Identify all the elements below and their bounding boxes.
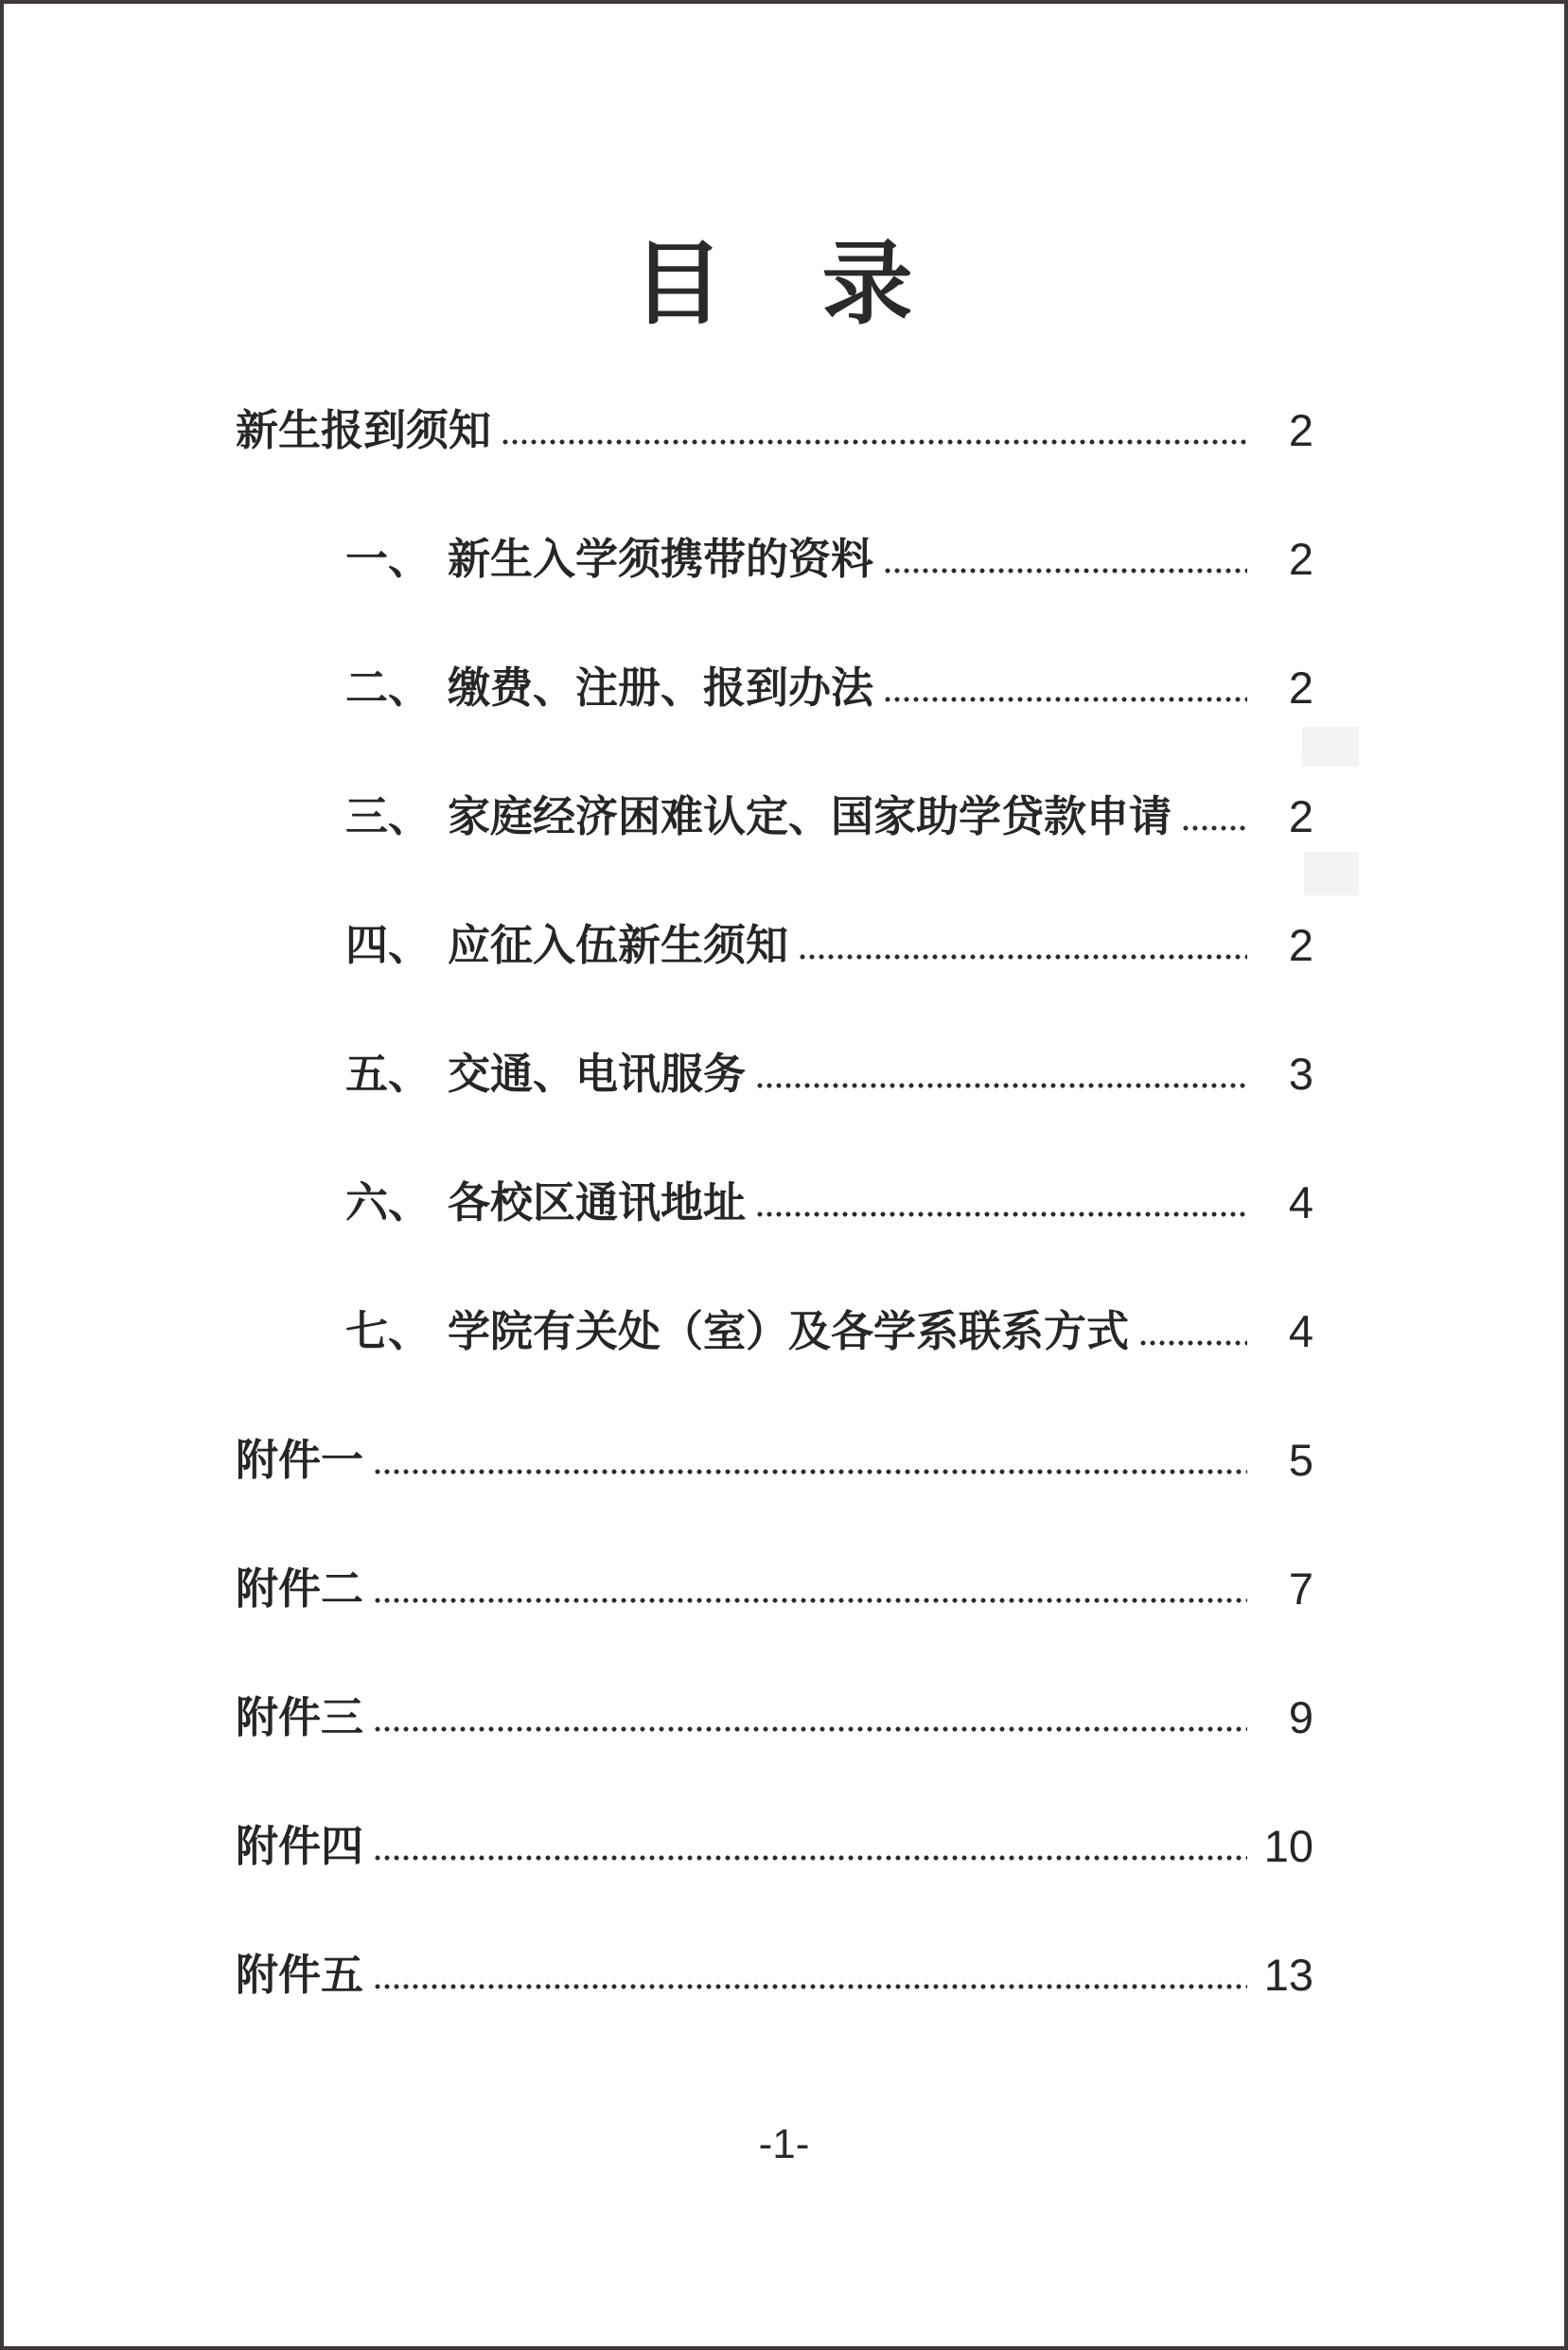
toc-entry-page: 13 [1263, 1949, 1313, 2000]
toc-entry [236, 533, 1313, 584]
toc-entry-label: 家庭经济困难认定、国家助学贷款申请 [448, 791, 1172, 840]
toc-entry [236, 790, 1313, 841]
dot-leader [1181, 824, 1247, 832]
toc-entry-label: 学院有关处（室）及各学系联系方式 [448, 1306, 1130, 1355]
toc-entry [236, 1691, 1313, 1742]
toc-entry-number: 二、 [345, 663, 432, 712]
toc-entry-number: 四、 [345, 920, 432, 969]
toc-entry-page: 2 [1288, 662, 1313, 713]
toc-entry-number: 一、 [345, 534, 432, 583]
toc-entry-label: 交通、电讯服务 [448, 1049, 747, 1098]
toc-entry-label: 新生报到须知 [236, 405, 492, 454]
toc-entry-page: 10 [1263, 1820, 1313, 1871]
toc-entry [236, 1434, 1313, 1485]
toc-entry-page: 2 [1288, 533, 1313, 584]
dot-leader [883, 696, 1247, 703]
dot-leader [883, 567, 1247, 574]
toc-entry-label: 应征入伍新生须知 [448, 920, 789, 969]
toc-entry [236, 1048, 1313, 1099]
toc-entry-number: 六、 [345, 1177, 432, 1227]
dot-leader [1138, 1339, 1247, 1347]
page-body [4, 4, 1564, 1999]
toc-entry-page: 2 [1288, 404, 1313, 455]
dot-leader [373, 1725, 1247, 1733]
dot-leader [373, 1854, 1247, 1862]
toc-entry [236, 919, 1313, 970]
dot-leader [373, 1468, 1247, 1475]
toc-entry [236, 1305, 1313, 1356]
toc-entry-page: 5 [1288, 1434, 1313, 1485]
dot-leader [501, 438, 1247, 446]
toc-entry-label: 附件二 [236, 1564, 364, 1613]
toc-entry-label: 附件四 [236, 1821, 364, 1870]
toc-entry [236, 404, 1313, 455]
dot-leader [798, 953, 1247, 961]
toc-entry-label: 附件三 [236, 1692, 364, 1741]
toc-entry [236, 1949, 1313, 2000]
toc-entry-label: 各校区通讯地址 [448, 1177, 747, 1227]
toc-entry-page: 4 [1288, 1176, 1313, 1228]
page-title: 目 录 [632, 234, 917, 335]
scan-artifact [1302, 727, 1359, 767]
dot-leader [373, 1983, 1247, 1990]
toc-entry-label: 缴费、注册、报到办法 [448, 663, 874, 712]
toc-entry [236, 1176, 1313, 1228]
toc-entry-number: 五、 [345, 1049, 432, 1098]
toc-entry-label: 新生入学须携带的资料 [448, 534, 874, 583]
toc-entry-label: 附件五 [236, 1950, 364, 1999]
page-number-footer: -1- [758, 2121, 810, 2167]
dot-leader [755, 1082, 1247, 1089]
scan-artifact [1304, 852, 1359, 895]
toc-entry-label: 附件一 [236, 1435, 364, 1484]
toc-entry-number: 七、 [345, 1306, 432, 1355]
table-of-contents [236, 404, 1313, 2000]
toc-entry-page: 2 [1288, 790, 1313, 841]
toc-entry [236, 664, 1313, 712]
dot-leader [373, 1597, 1247, 1604]
toc-entry-page: 2 [1288, 919, 1313, 970]
dot-leader [755, 1210, 1247, 1218]
toc-entry-page: 3 [1288, 1048, 1313, 1099]
toc-entry-page: 9 [1288, 1691, 1313, 1742]
toc-entry-number: 三、 [345, 791, 432, 840]
toc-entry-page: 7 [1288, 1563, 1313, 1614]
toc-entry [236, 1820, 1313, 1871]
toc-entry [236, 1565, 1313, 1613]
toc-entry-page: 4 [1288, 1305, 1313, 1356]
